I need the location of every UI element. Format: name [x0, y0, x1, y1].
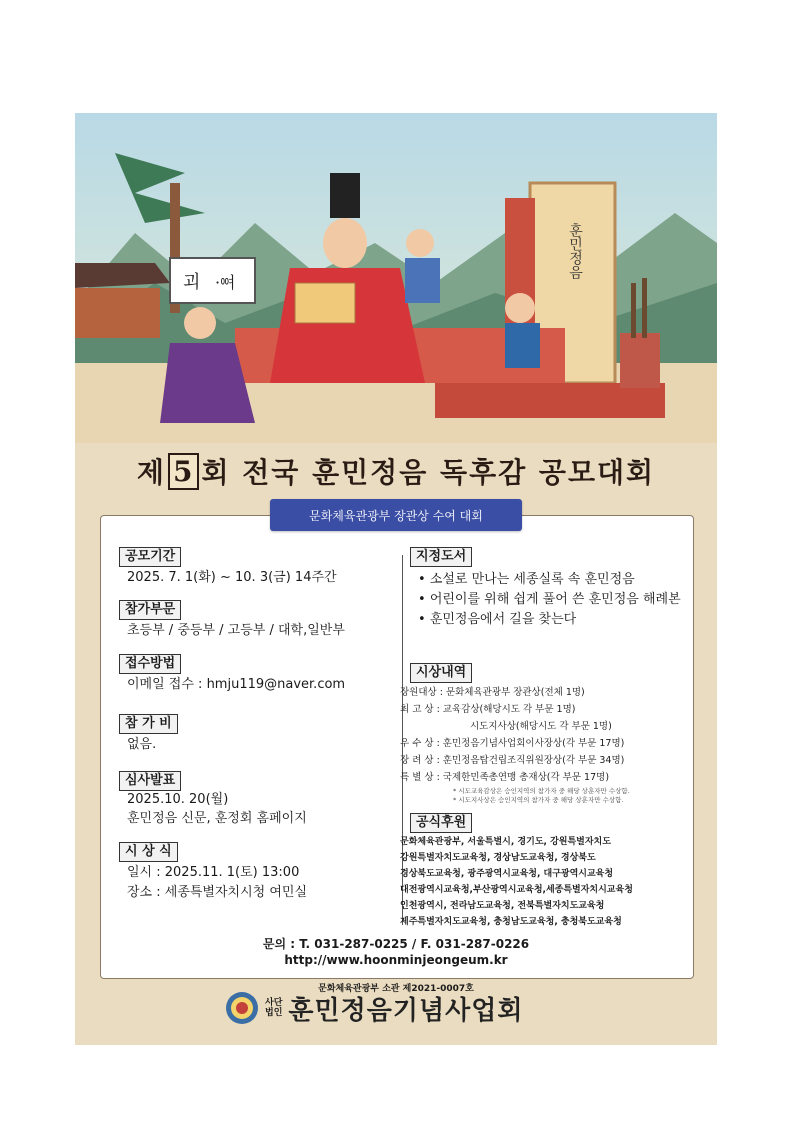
title-number: 5	[168, 453, 199, 490]
title-prefix: 제	[136, 456, 166, 489]
org-name: 훈민정음기념사업회	[288, 995, 524, 1026]
approval-text: 문화체육관광부 소관 제2021-0007호	[318, 984, 474, 994]
sponsor-line: 대전광역시교육청,부산광역시교육청,세종특별자치시교육청	[400, 885, 633, 895]
award-row: 우 수 상 : 훈민정음기념사업회이사장상(각 부문 17명)	[400, 738, 625, 749]
award-banner: 문화체육관광부 장관상 수여 대회	[270, 499, 522, 531]
ceremony-line2: 장소 : 세종특별자치시청 여민실	[127, 885, 308, 900]
sponsor-line: 강원특별자치도교육청, 경상남도교육청, 경상북도	[400, 853, 596, 863]
awards-heading: 시상내역	[410, 663, 472, 683]
period-heading: 공모기간	[119, 547, 181, 567]
book-item-label: 어린이를 위해 쉽게 풀어 쓴 훈민정음 해례본	[429, 592, 681, 607]
division-heading: 참가부문	[119, 600, 181, 620]
org-seal-icon	[225, 991, 259, 1025]
ceremony-line1: 일시 : 2025.11. 1(토) 13:00	[127, 865, 300, 880]
sponsor-line: 문화체육관광부, 서울특별시, 경기도, 강원특별자치도	[400, 837, 611, 847]
sign-text-right: ·ᅇᅧ	[215, 273, 236, 292]
book-item: • 어린이를 위해 쉽게 풀어 쓴 훈민정음 해례본	[418, 592, 681, 607]
submit-heading: 접수방법	[119, 654, 181, 674]
page-title	[103, 451, 689, 491]
sponsors-heading: 공식후원	[410, 813, 472, 833]
books-heading: 지정도서	[410, 547, 472, 567]
org-prefix-top: 사단	[265, 998, 283, 1008]
award-note: * 시도지사상은 승인지역의 참가자 중 해당 상훈자만 수상함.	[453, 796, 624, 804]
result-line2: 훈민정음 신문, 훈정회 홈페이지	[127, 811, 307, 826]
org-prefix-bottom: 법인	[265, 1008, 283, 1018]
book-item: • 소설로 만나는 세종실록 속 훈민정음	[418, 572, 635, 587]
result-heading: 심사발표	[119, 771, 181, 791]
award-row: 장원대상 : 문화체육관광부 장관상(전체 1명)	[400, 687, 585, 698]
award-note: * 시도교육감상은 승인지역의 참가자 중 해당 상훈자만 수상함.	[453, 787, 630, 795]
award-row: 최 고 상 : 교육감상(해당시도 각 부문 1명)	[400, 704, 576, 715]
contact-url[interactable]: http://www.hoonminjeongeum.kr	[284, 953, 508, 967]
award-row: 특 별 상 : 국제한민족총연맹 총재상(각 부문 17명)	[400, 772, 610, 783]
book-spine-text: 훈민정음	[567, 223, 583, 279]
sponsor-line: 인천광역시, 전라남도교육청, 전북특별자치도교육청	[400, 901, 605, 911]
illustration	[75, 113, 717, 443]
sponsor-line: 제주특별자치도교육청, 충청남도교육청, 충청북도교육청	[400, 917, 622, 927]
award-row: 장 려 상 : 훈민정음탑건립조직위원장상(각 부문 34명)	[400, 755, 625, 766]
org-logo-block	[225, 983, 605, 1033]
period-text: 2025. 7. 1(화) ~ 10. 3(금) 14주간	[127, 570, 337, 585]
contact-line: 문의 : T. 031-287-0225 / F. 031-287-0226	[262, 937, 530, 951]
award-row: 시도지사상(해당시도 각 부문 1명)	[470, 721, 612, 732]
book-item: • 훈민정음에서 길을 찾는다	[418, 612, 577, 627]
org-prefix	[265, 998, 282, 1018]
sponsor-line: 경상북도교육청, 광주광역시교육청, 대구광역시교육청	[400, 869, 614, 879]
fee-heading: 참 가 비	[119, 714, 178, 734]
submit-text: 이메일 접수 : hmju119@naver.com	[127, 677, 346, 692]
ceremony-heading: 시 상 식	[119, 842, 178, 862]
poster	[75, 113, 717, 1045]
result-line1: 2025.10. 20(월)	[127, 792, 229, 807]
title-suffix: 회 전국 훈민정음 독후감 공모대회	[201, 456, 656, 489]
fee-text: 없음.	[127, 737, 157, 752]
division-text: 초등부 / 중등부 / 고등부 / 대학,일반부	[127, 623, 345, 638]
book-item-label: 소설로 만나는 세종실록 속 훈민정음	[429, 572, 635, 587]
book-item-label: 훈민정음에서 길을 찾는다	[429, 612, 577, 627]
sign-text-left: 괴	[183, 272, 201, 293]
